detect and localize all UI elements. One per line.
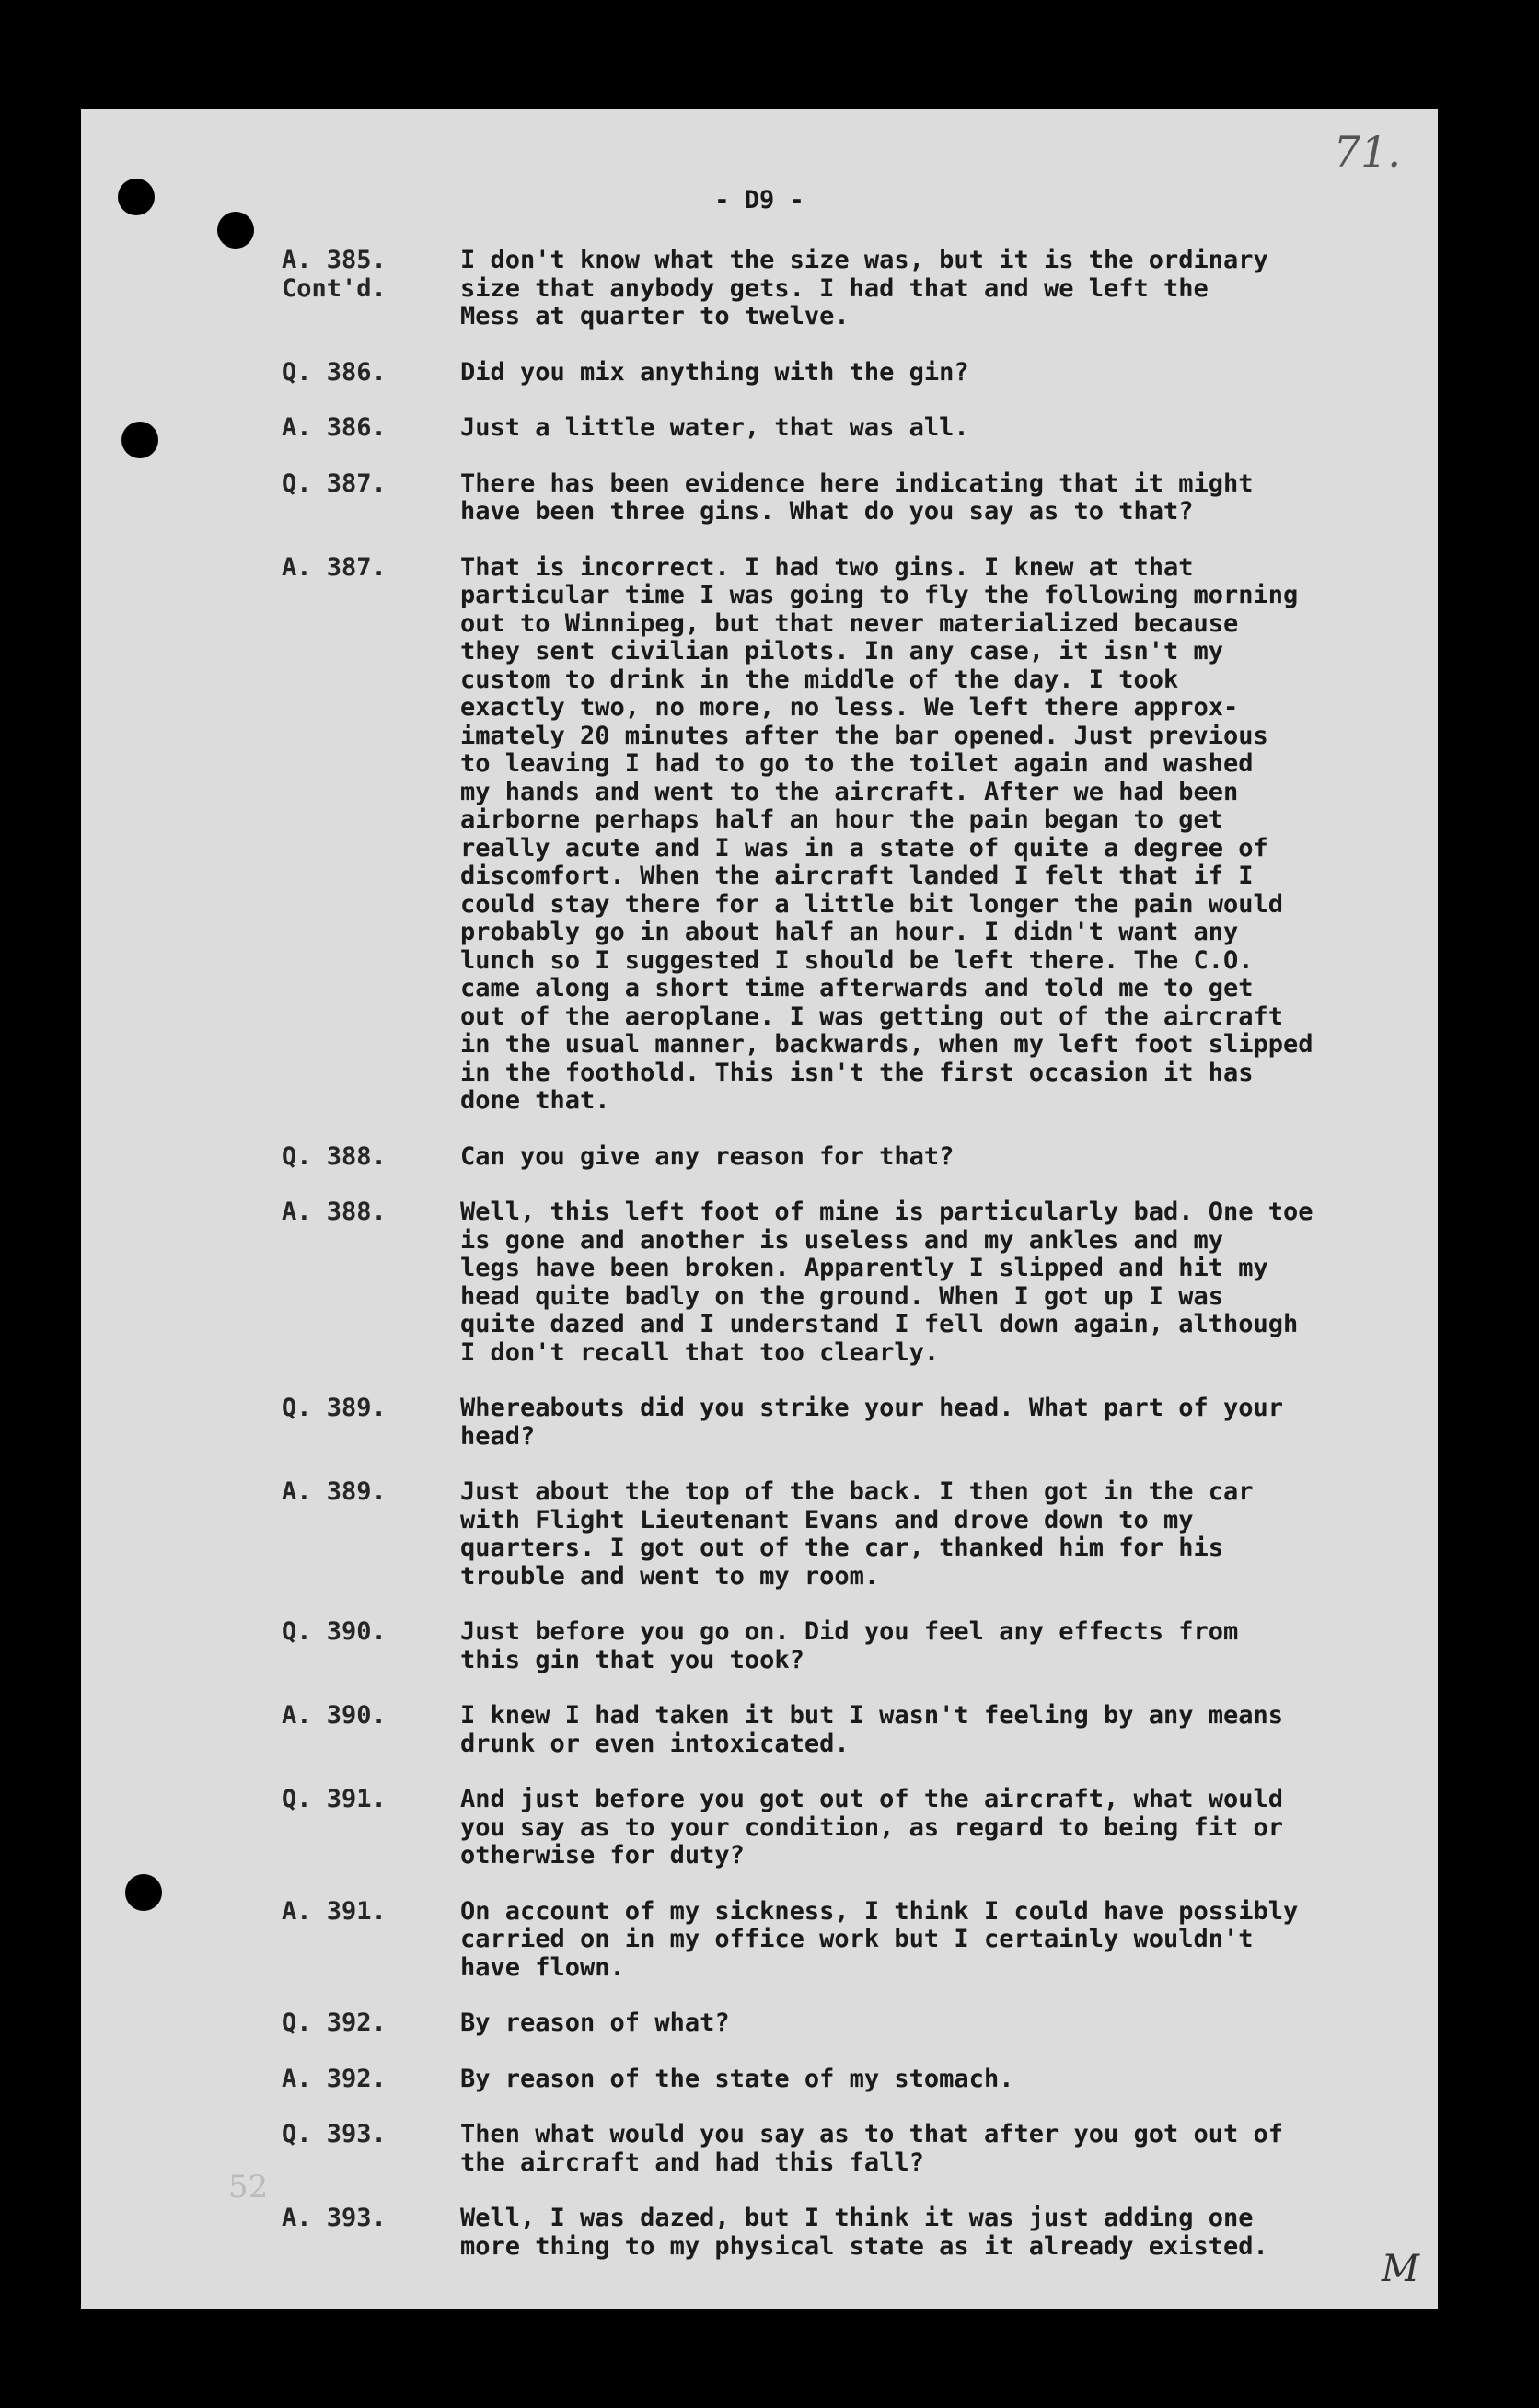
entry-text: On account of my sickness, I think I could have possibly carried on in my office work but I certainly wouldn't have flown. — [460, 1896, 1299, 1982]
entry-label: A. 388. — [282, 1198, 387, 1226]
qa-entry — [81, 414, 1438, 443]
entry-label: A. 387. — [282, 552, 387, 582]
entry-text: Can you give any reason for that? — [460, 1141, 955, 1171]
qa-entry — [81, 247, 1438, 331]
qa-entry — [81, 1618, 1438, 1674]
entry-text: By reason of the state of my stomach. — [460, 2064, 1014, 2093]
entry-text: Well, I was dazed, but I think it was just adding one more thing to my physical state as it already existed. — [460, 2204, 1268, 2261]
entry-label: A. 386. — [282, 413, 387, 442]
entry-label: Q. 391. — [282, 1785, 387, 1813]
entry-label: Q. 393. — [282, 2120, 387, 2148]
qa-entry — [81, 1702, 1438, 1758]
qa-entry — [81, 1395, 1438, 1451]
entry-label: A. 391. — [282, 1896, 387, 1926]
entry-label: A. 392. — [282, 2064, 387, 2093]
entry-text: Then what would you say as to that after you got out of the aircraft and had this fall? — [460, 2120, 1284, 2177]
entry-text: And just before you got out of the aircraft, what would you say as to your condition, as regard to being fit or otherwise for duty? — [460, 1785, 1284, 1870]
entry-text: Well, this left foot of mine is particularly bad. One toe is gone and another is useless and my ankles and my legs have been broken. Apparently I slipped and hit my head quite badly on the ground. When I got up I was quite dazed and I understand I fell down again, although I don't recall that too clearly. — [460, 1198, 1313, 1367]
entry-text: I knew I had taken it but I wasn't feeling by any means drunk or even intoxicated. — [460, 1701, 1284, 1758]
entry-label: Q. 389. — [282, 1394, 387, 1422]
page-header: - D9 - — [714, 186, 804, 214]
entry-label: A. 389. — [282, 1477, 387, 1506]
punch-hole — [217, 212, 254, 249]
folio-number: 71. — [1333, 127, 1401, 177]
qa-entry — [81, 1198, 1438, 1367]
document-page — [81, 109, 1438, 2309]
entry-text: Just about the top of the back. I then got in the car with Flight Lieutenant Evans and drove down to my quarters. I got out of the car, thanked him for his trouble and went to my room. — [460, 1477, 1254, 1591]
qa-entry — [81, 554, 1438, 1116]
entry-label: A. 390. — [282, 1701, 387, 1730]
entry-text: Did you mix anything with the gin? — [460, 357, 969, 387]
entry-text: By reason of what? — [460, 2009, 730, 2037]
entry-label: Q. 387. — [282, 469, 387, 498]
qa-entry — [81, 2009, 1438, 2038]
qa-entry — [81, 359, 1438, 388]
entry-text: Just a little water, that was all. — [460, 413, 969, 442]
qa-entry — [81, 1786, 1438, 1870]
qa-entry — [81, 1143, 1438, 1172]
qa-entry — [81, 2121, 1438, 2177]
qa-entry — [81, 1898, 1438, 1983]
entry-label: A. 385. Cont'd. — [282, 246, 387, 303]
qa-entry — [81, 2205, 1438, 2261]
handwritten-initials: M — [1382, 2248, 1419, 2290]
entry-text: That is incorrect. I had two gins. I knew at that particular time I was going to fly the following morning out to Winnipeg, but that never materialized because they sent civilian pilots. In any case, it isn't my custom to drink in the middle of the day. I took exactly two, no more, no less. We left there approx- imately 20 minutes after the bar opened. Just previous to leaving I had to go to the toilet again and washed my hands and went to the aircraft. After we had been airborne perhaps half an hour the pain began to get really acute and I was in a state of quite a degree of discomfort. When the aircraft landed I felt that if I could stay there for a little bit longer the pain would probably go in about half an hour. I didn't want any lunch so I suggested I should be left there. The C.O. came along a short time afterwards and told me to get out of the aeroplane. I was getting out of the aircraft in the usual manner, backwards, when my left foot slipped in the foothold. This isn't the first occasion it has done that. — [460, 552, 1313, 1115]
qa-entry — [81, 2066, 1438, 2094]
margin-mark: 52 — [228, 2169, 269, 2205]
entry-label: A. 393. — [282, 2204, 387, 2232]
qa-entry — [81, 1478, 1438, 1591]
entry-text: Whereabouts did you strike your head. What part of your head? — [460, 1394, 1284, 1451]
entry-label: Q. 388. — [282, 1141, 387, 1171]
entry-label: Q. 390. — [282, 1617, 387, 1646]
entry-text: Just before you go on. Did you feel any effects from this gin that you took? — [460, 1617, 1239, 1674]
testimony-body — [81, 247, 1438, 2288]
entry-label: Q. 386. — [282, 357, 387, 387]
entry-text: There has been evidence here indicating that it might have been three gins. What do you say as to that? — [460, 469, 1254, 526]
entry-text: I don't know what the size was, but it is the ordinary size that anybody gets. I had that and we left the Mess at quarter to twelve. — [460, 246, 1268, 330]
entry-label: Q. 392. — [282, 2009, 387, 2037]
qa-entry — [81, 470, 1438, 527]
